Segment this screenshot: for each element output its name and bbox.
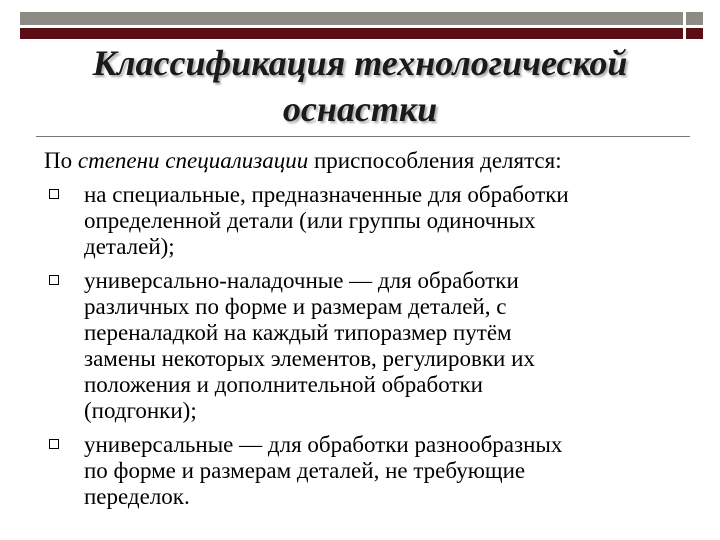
intro-text <box>44 148 704 174</box>
list-item-universal-adjustable <box>44 268 704 424</box>
list-item-line: переделок. <box>84 484 190 509</box>
hollow-square-bullet-icon <box>49 439 59 449</box>
corner-block-red <box>686 28 703 39</box>
list-item-line: переналадкой на каждый типоразмер путём <box>84 320 512 345</box>
list-item-line: на специальные, предназначенные для обработки <box>84 182 569 207</box>
header-bar-gray <box>20 12 683 25</box>
hollow-square-bullet-icon <box>49 275 59 285</box>
intro-text-start: По <box>44 148 78 173</box>
corner-block-gray <box>686 12 703 25</box>
intro-text-italic: степени специализации <box>77 148 309 173</box>
slide-title <box>20 40 700 132</box>
list-item-line: определенной детали (или группы одиночных <box>84 208 536 233</box>
list-item-universal <box>44 432 704 510</box>
list-item-line: (подгонки); <box>84 398 197 423</box>
list-item-line: положения и дополнительной обработки <box>84 372 483 397</box>
list-item-line: по форме и размерам деталей, не требующие <box>84 458 526 483</box>
title-divider <box>36 136 690 137</box>
slide-title-line-2: оснастки <box>282 89 438 129</box>
hollow-square-bullet-icon <box>49 189 59 199</box>
list-item-line: различных по форме и размерам деталей, с <box>84 294 507 319</box>
list-item-line: универсальные — для обработки разнообразных <box>84 432 563 457</box>
bullet-list <box>44 182 704 518</box>
list-item-special <box>44 182 704 260</box>
slide-title-line-1: Классификация технологической <box>92 43 628 83</box>
list-item-line: деталей); <box>84 234 175 259</box>
intro-text-end: приспособления делятся: <box>308 148 562 173</box>
list-item-line: универсально-наладочные — для обработки <box>84 268 519 293</box>
list-item-line: замены некоторых элементов, регулировки их <box>84 346 535 371</box>
header-bar-dark-red <box>20 28 683 39</box>
